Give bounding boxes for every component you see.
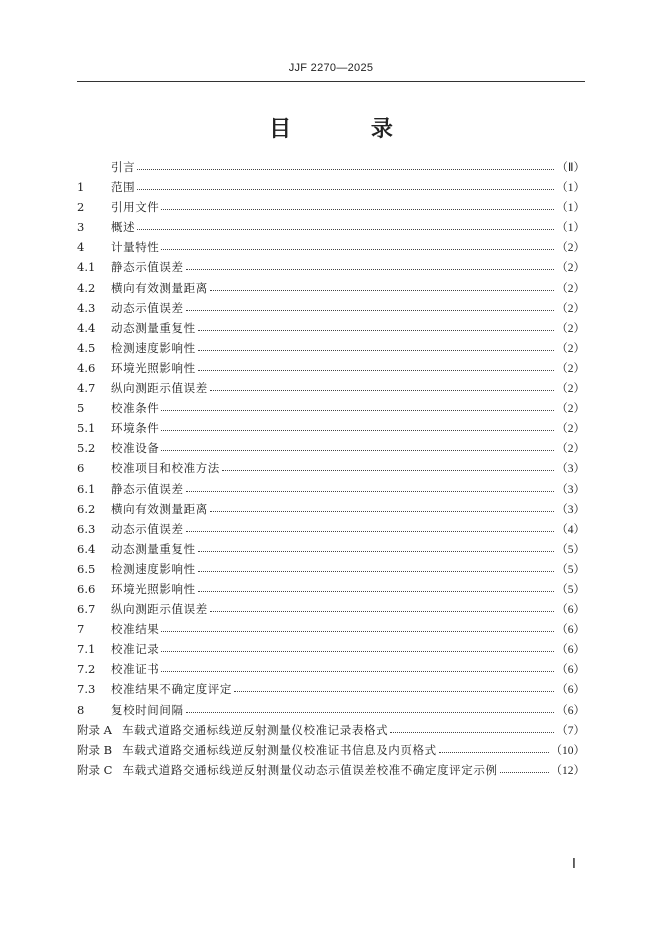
toc-dot-leader — [198, 338, 555, 351]
toc-entry[interactable] — [77, 319, 585, 339]
toc-entry-label: 计量特性 — [111, 240, 160, 255]
toc-entry-label: 环境光照影响性 — [111, 581, 196, 596]
toc-entry[interactable] — [77, 620, 585, 640]
toc-entry-label: 校准结果不确定度评定 — [111, 682, 232, 697]
toc-entry-label: 动态示值误差 — [111, 300, 184, 315]
toc-entry-label: 引用文件 — [111, 200, 160, 215]
toc-entry-number: 6.4 — [77, 541, 96, 556]
toc-entry-label: 概述 — [111, 220, 136, 235]
toc-entry-page: （5） — [556, 583, 585, 596]
page-title: 目 录 — [269, 117, 429, 142]
toc-dot-leader — [161, 659, 554, 672]
toc-entry[interactable] — [77, 218, 585, 238]
toc-entry[interactable] — [77, 379, 585, 399]
toc-entry-page: （6） — [556, 684, 585, 697]
toc-entry-number: 3 — [77, 220, 85, 235]
toc-entry-label: 校准证书 — [111, 662, 160, 677]
toc-entry[interactable] — [77, 279, 585, 299]
toc-entry-label: 环境条件 — [111, 421, 160, 436]
toc-entry-number: 4.5 — [77, 340, 96, 355]
toc-entry[interactable] — [77, 359, 585, 379]
toc-dot-leader — [198, 358, 555, 371]
toc-entry[interactable] — [77, 540, 585, 560]
toc-entry[interactable] — [77, 741, 585, 761]
toc-dot-leader — [198, 579, 555, 592]
toc-entry-number: 7 — [77, 622, 85, 637]
toc-entry-page: （6） — [556, 644, 585, 657]
toc-entry-label: 校准记录 — [111, 642, 160, 657]
toc-dot-leader — [186, 257, 555, 270]
toc-entry[interactable] — [77, 721, 585, 741]
toc-entry-page: （2） — [556, 342, 585, 355]
toc-entry-label: 校准设备 — [111, 441, 160, 456]
toc-entry-label: 横向有效测量距离 — [111, 501, 208, 516]
toc-entry-number: 7.2 — [77, 662, 96, 677]
toc-entry-number: 1 — [77, 180, 85, 195]
toc-entry-label: 校准条件 — [111, 401, 160, 416]
toc-dot-leader — [161, 398, 554, 411]
toc-dot-leader — [186, 479, 555, 492]
toc-dot-leader — [210, 499, 554, 512]
toc-entry[interactable] — [77, 419, 585, 439]
toc-dot-leader — [161, 438, 554, 451]
toc-dot-leader — [439, 740, 549, 753]
toc-dot-leader — [500, 760, 549, 773]
toc-entry[interactable] — [77, 399, 585, 419]
toc-entry-label: 静态示值误差 — [111, 481, 184, 496]
toc-entry[interactable] — [77, 198, 585, 218]
toc-entry-number: 8 — [77, 702, 85, 717]
toc-entry-label: 车载式道路交通标线逆反射测量仪校准记录表格式 — [121, 722, 389, 737]
toc-entry-page: （3） — [556, 463, 585, 476]
toc-entry-number: 7.1 — [77, 642, 96, 657]
toc-dot-leader — [137, 177, 554, 190]
toc-entry-page: （2） — [556, 302, 585, 315]
toc-dot-leader — [186, 298, 555, 311]
toc-entry-number: 6.3 — [77, 521, 96, 536]
toc-dot-leader — [137, 217, 554, 230]
toc-entry[interactable] — [77, 680, 585, 700]
toc-entry-label: 车载式道路交通标线逆反射测量仪校准证书信息及内页格式 — [122, 742, 437, 757]
toc-entry-page: （2） — [556, 383, 585, 396]
toc-entry-page: （2） — [556, 262, 585, 275]
toc-entry-number: 附录 B — [77, 742, 113, 757]
toc-entry-number: 附录 A — [77, 722, 112, 737]
toc-entry-page: （6） — [556, 664, 585, 677]
toc-entry-page: （6） — [556, 624, 585, 637]
toc-entry[interactable] — [77, 339, 585, 359]
toc-entry-number: 6 — [77, 461, 85, 476]
toc-entry-page: （5） — [556, 543, 585, 556]
toc-entry-number: 7.3 — [77, 682, 96, 697]
toc-entry-label: 校准结果 — [111, 622, 160, 637]
toc-dot-leader — [161, 197, 554, 210]
toc-entry-label: 横向有效测量距离 — [111, 280, 208, 295]
toc-entry-number: 2 — [77, 200, 85, 215]
toc-dot-leader — [198, 318, 555, 331]
toc-entry[interactable] — [77, 500, 585, 520]
toc-dot-leader — [198, 539, 555, 552]
toc-dot-leader — [186, 700, 555, 713]
toc-dot-leader — [137, 157, 554, 170]
toc-entry-label: 静态示值误差 — [111, 260, 184, 275]
toc-entry-page: （6） — [556, 704, 585, 717]
toc-entry-page: （6） — [556, 604, 585, 617]
toc-entry-number: 5.1 — [77, 421, 96, 436]
toc-dot-leader — [390, 720, 554, 733]
toc-entry-page: （10） — [550, 744, 585, 757]
toc-entry-number: 6.1 — [77, 481, 96, 496]
toc-entry-number: 4.6 — [77, 360, 96, 375]
toc-entry[interactable] — [77, 459, 585, 479]
toc-entry[interactable] — [77, 238, 585, 258]
toc-entry-page: （5） — [556, 563, 585, 576]
toc-entry-label: 动态测量重复性 — [111, 541, 196, 556]
toc-dot-leader — [210, 278, 554, 291]
toc-entry[interactable] — [77, 158, 585, 178]
toc-dot-leader — [210, 599, 554, 612]
toc-entry[interactable] — [77, 520, 585, 540]
header-rule — [77, 81, 585, 82]
toc-entry-number: 5.2 — [77, 441, 96, 456]
toc-dot-leader — [186, 519, 555, 532]
toc-entry[interactable] — [77, 480, 585, 500]
toc-entry-page: （2） — [556, 322, 585, 335]
toc-entry-number: 6.6 — [77, 581, 96, 596]
toc-entry-label: 引言 — [111, 160, 136, 174]
toc-entry-number: 4 — [77, 240, 85, 255]
toc-dot-leader — [161, 237, 554, 250]
toc-entry-label: 范围 — [111, 180, 136, 195]
toc-entry-page: （2） — [556, 242, 585, 255]
toc-entry[interactable] — [77, 580, 585, 600]
toc-entry-page: （2） — [556, 282, 585, 295]
toc-entry-number: 4.2 — [77, 280, 96, 295]
toc-entry-number: 4.3 — [77, 300, 96, 315]
toc-dot-leader — [161, 619, 554, 632]
toc-entry[interactable] — [77, 258, 585, 278]
footer-page-number: Ⅰ — [571, 857, 576, 872]
toc-entry[interactable] — [77, 761, 585, 781]
toc-entry-page: （2） — [556, 403, 585, 416]
toc-entry-page: （7） — [556, 724, 585, 737]
toc-dot-leader — [222, 458, 554, 471]
toc-entry-number: 6.5 — [77, 561, 96, 576]
toc-entry-page: （1） — [556, 202, 585, 215]
toc-entry-label: 环境光照影响性 — [111, 360, 196, 375]
toc-entry[interactable] — [77, 299, 585, 319]
toc-entry-page: （4） — [556, 523, 585, 536]
toc-entry-page: （3） — [556, 503, 585, 516]
toc-entry[interactable] — [77, 660, 585, 680]
toc-entry-label: 校准项目和校准方法 — [111, 461, 220, 476]
toc-dot-leader — [161, 639, 554, 652]
toc-entry-label: 纵向测距示值误差 — [111, 602, 208, 617]
toc-entry-page: （2） — [556, 443, 585, 456]
toc-entry-number: 6.2 — [77, 501, 96, 516]
table-of-contents — [77, 158, 585, 781]
toc-entry-page: （3） — [556, 483, 585, 496]
header-code: JJF 2270—2025 — [288, 62, 374, 74]
toc-entry-number: 4.7 — [77, 381, 96, 396]
toc-entry-label: 检测速度影响性 — [111, 340, 196, 355]
toc-entry-page: （2） — [556, 362, 585, 375]
toc-entry-label: 动态测量重复性 — [111, 320, 196, 335]
toc-dot-leader — [210, 378, 554, 391]
toc-entry-number: 5 — [77, 401, 85, 416]
toc-entry-page: （Ⅱ） — [556, 162, 585, 174]
toc-entry[interactable] — [77, 600, 585, 620]
toc-entry-number: 6.7 — [77, 602, 96, 617]
toc-entry-label: 车载式道路交通标线逆反射测量仪动态示值误差校准不确定度评定示例 — [122, 762, 498, 777]
toc-entry-page: （12） — [550, 764, 585, 777]
toc-dot-leader — [234, 679, 554, 692]
toc-entry-label: 纵向测距示值误差 — [111, 381, 208, 396]
toc-entry[interactable] — [77, 178, 585, 198]
toc-entry-label: 复校时间间隔 — [111, 702, 184, 717]
toc-entry-number: 附录 C — [77, 762, 113, 777]
toc-entry-page: （2） — [556, 423, 585, 436]
toc-entry-number: 4.1 — [77, 260, 96, 275]
toc-dot-leader — [198, 559, 555, 572]
toc-entry[interactable] — [77, 701, 585, 721]
toc-entry-label: 动态示值误差 — [111, 521, 184, 536]
toc-entry-page: （1） — [556, 182, 585, 195]
toc-entry[interactable] — [77, 439, 585, 459]
toc-entry[interactable] — [77, 560, 585, 580]
toc-dot-leader — [161, 418, 554, 431]
toc-entry[interactable] — [77, 640, 585, 660]
toc-entry-number: 4.4 — [77, 320, 96, 335]
toc-entry-label: 检测速度影响性 — [111, 561, 196, 576]
toc-entry-page: （1） — [556, 222, 585, 235]
